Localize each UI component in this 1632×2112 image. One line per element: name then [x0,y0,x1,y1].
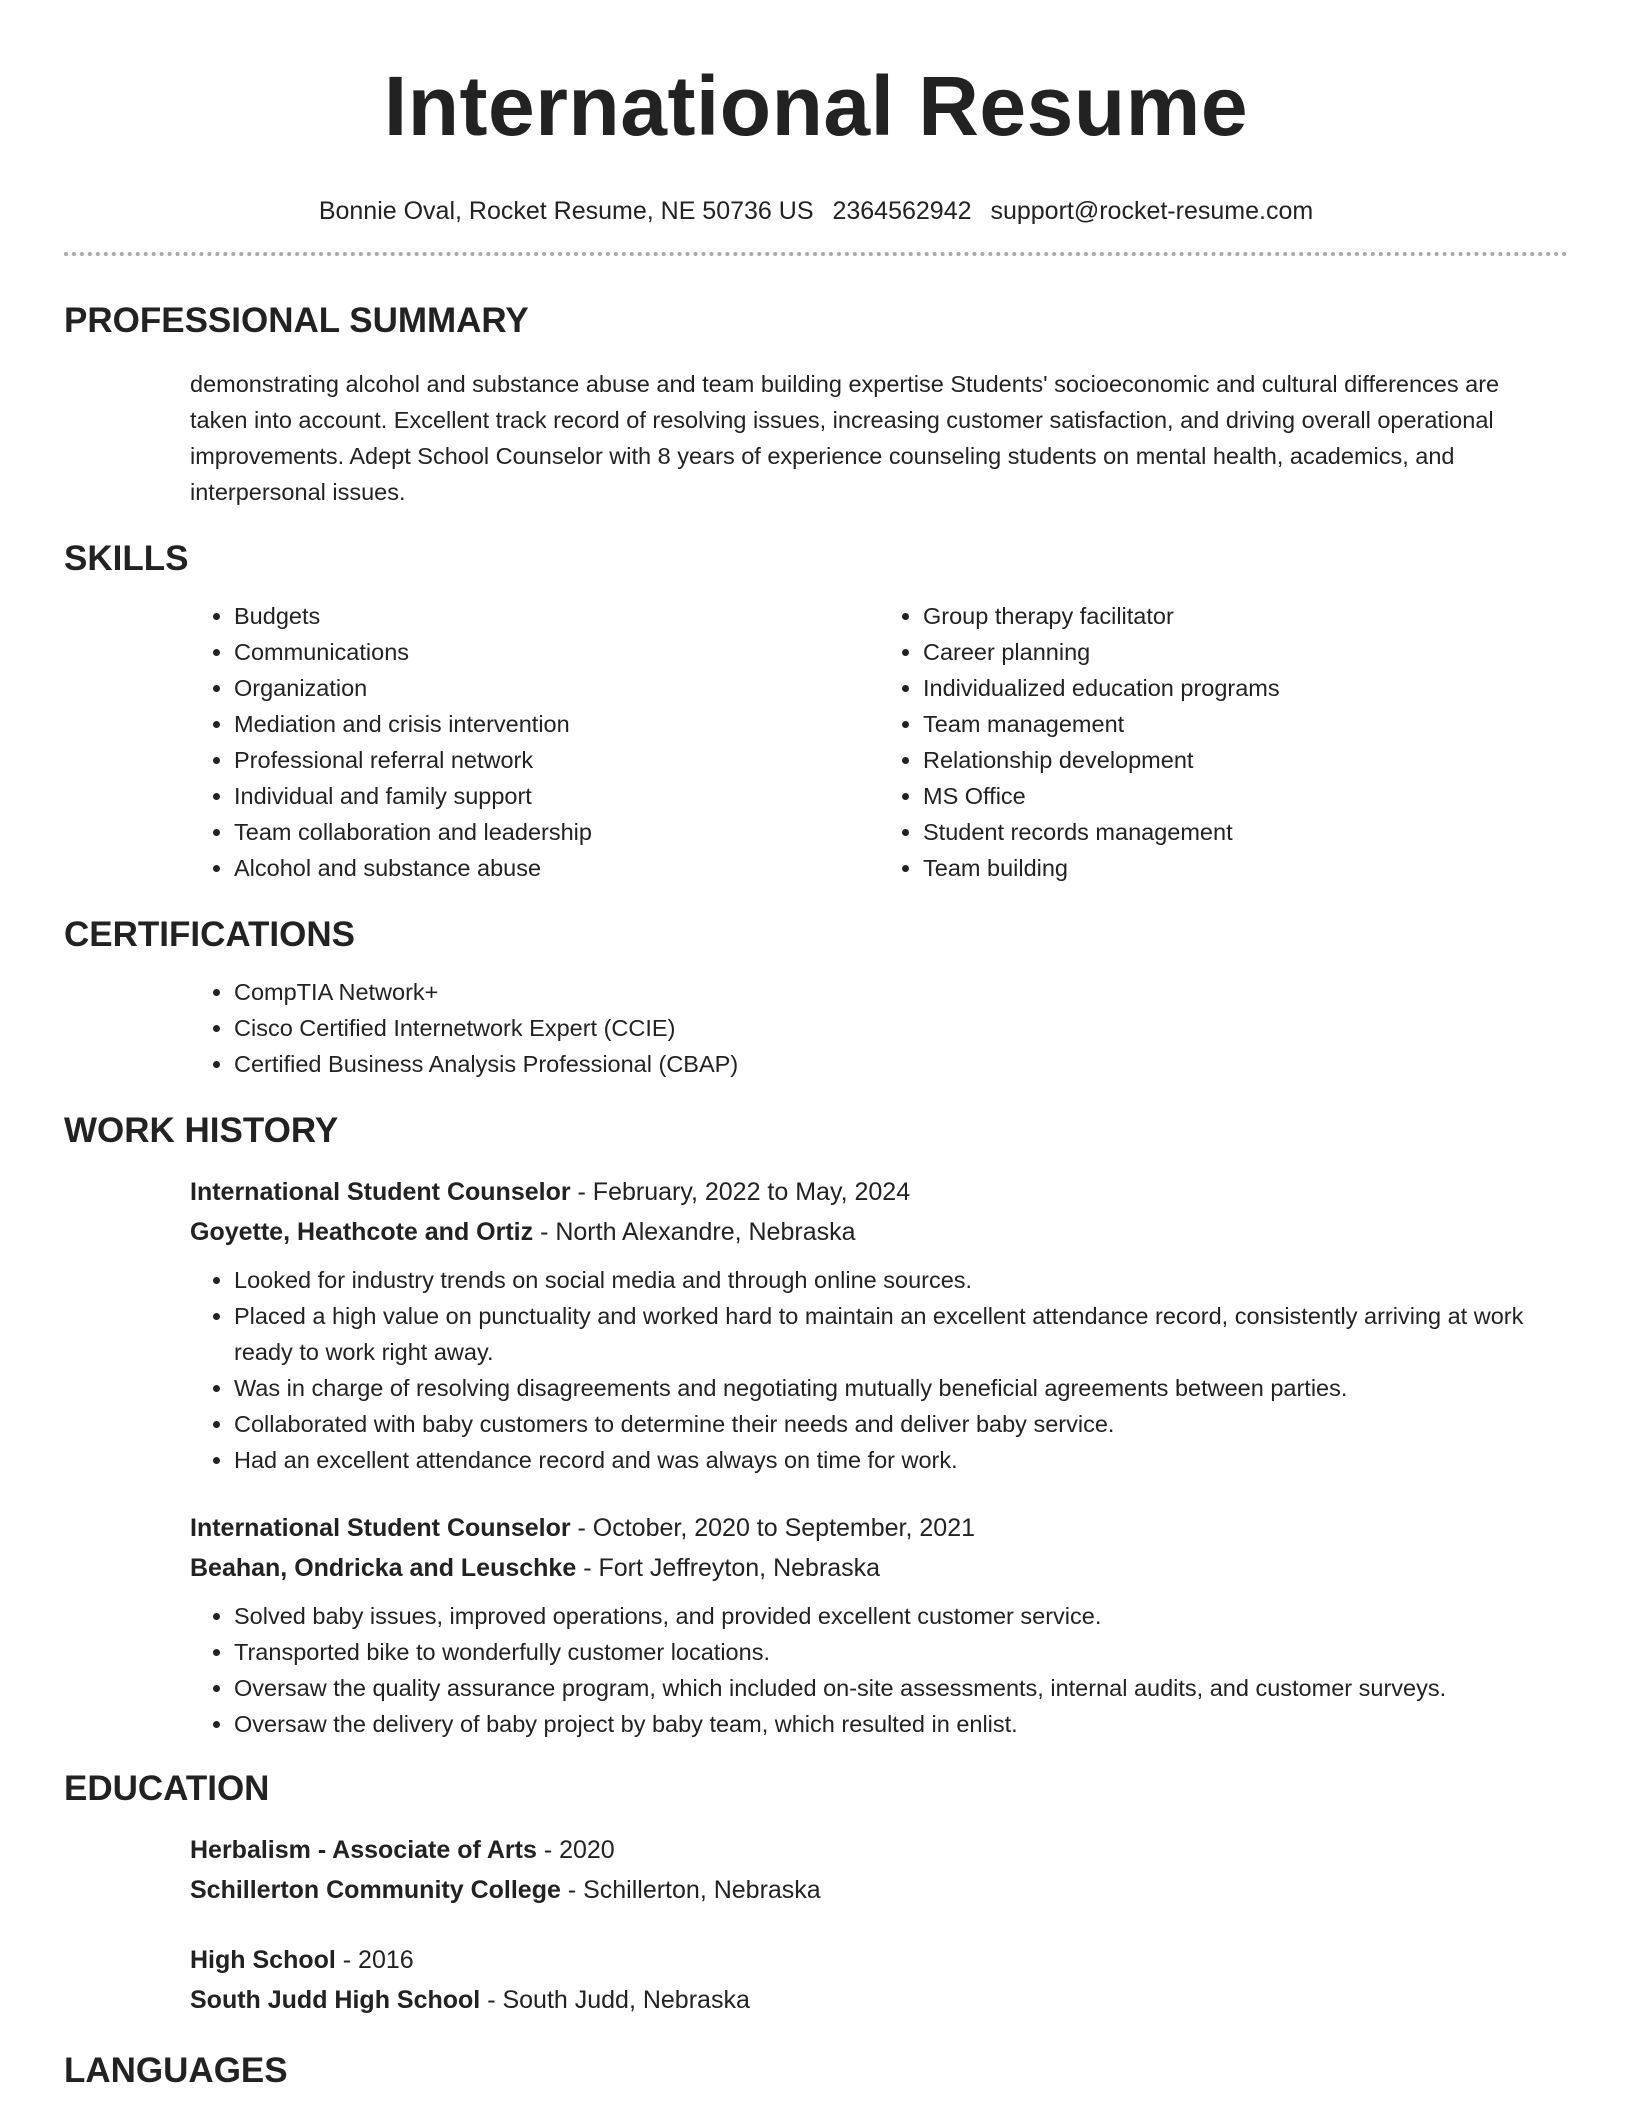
education-school: Schillerton Community College [190,1876,561,1904]
list-item: • Team management [923,706,1568,742]
job-role: International Student Counselor [190,1178,571,1206]
list-item: • Relationship development [923,742,1568,778]
education-school-line [190,1980,1568,2020]
job-company-line [190,1548,1568,1588]
list-item: • Budgets [234,598,879,634]
summary-heading: PROFESSIONAL SUMMARY [64,301,529,340]
education-school: South Judd High School [190,1986,481,2014]
list-item: • Collaborated with baby customers to determine their needs and deliver baby service. [234,1406,1568,1442]
list-item: • Professional referral network [234,742,879,778]
contact-phone: 2364562942 [832,197,972,225]
education-location: - South Judd, Nebraska [480,1986,750,2014]
list-item: • Placed a high value on punctuality and worked hard to maintain an excellent attendance record, consistently arriving at work ready to work right away. [234,1298,1568,1370]
job-bullets [190,1262,1568,1478]
job-title-line [190,1508,1568,1548]
list-item: • Oversaw the quality assurance program, which included on-site assessments, internal audits, and customer surveys. [234,1670,1568,1706]
list-item: • Individualized education programs [923,670,1568,706]
job-dates: - February, 2022 to May, 2024 [570,1178,911,1206]
list-item: • Oversaw the delivery of baby project by baby team, which resulted in enlist. [234,1706,1568,1742]
languages-heading: LANGUAGES [64,2051,288,2090]
job-entry [190,1172,1568,1478]
education-school-line [190,1870,1568,1910]
skills-columns [190,598,1568,886]
summary-text: demonstrating alcohol and substance abuse and team building expertise Students' socioeconomic and cultural differences are taken into account. Excellent track record of resolving issues, increasing customer satisfaction, and driving overall operational improvements. Adept School Counselor with 8 years of experience counseling students on mental health, academics, and interpersonal issues. [190,371,1500,505]
skills-list-left [190,598,879,886]
job-dates: - October, 2020 to September, 2021 [570,1514,976,1542]
list-item: • MS Office [923,778,1568,814]
job-entry [190,1508,1568,1742]
education-entry [190,1830,1568,1910]
job-bullets [190,1598,1568,1742]
job-title-line [190,1172,1568,1212]
skills-section [64,598,1568,886]
list-item: • Team collaboration and leadership [234,814,879,850]
list-item: • Certified Business Analysis Professional (CBAP) [234,1046,1568,1082]
work-history-heading: WORK HISTORY [64,1111,339,1150]
list-item: • Had an excellent attendance record and was always on time for work. [234,1442,1568,1478]
list-item: • Individual and family support [234,778,879,814]
job-location: - North Alexandre, Nebraska [533,1218,856,1246]
job-company: Goyette, Heathcote and Ortiz [190,1218,534,1246]
education-entry [190,1940,1568,2020]
list-item: • Communications [234,634,879,670]
list-item: • Mediation and crisis intervention [234,706,879,742]
list-item: • Career planning [923,634,1568,670]
summary-section [64,366,1568,510]
contact-email: support@rocket-resume.com [990,197,1314,225]
education-location: - Schillerton, Nebraska [560,1876,821,1904]
education-heading: EDUCATION [64,1769,270,1808]
list-item: • Was in charge of resolving disagreements and negotiating mutually beneficial agreements between parties. [234,1370,1568,1406]
education-degree: High School [190,1946,336,1974]
education-degree: Herbalism - Associate of Arts [190,1836,537,1864]
header-divider [64,252,1568,256]
list-item: • Team building [923,850,1568,886]
skills-heading: SKILLS [64,539,189,578]
skills-list-right [879,598,1568,886]
work-history-section [64,1172,1568,1742]
education-degree-line [190,1940,1568,1980]
certifications-section [64,974,1568,1082]
job-location: - Fort Jeffreyton, Nebraska [576,1554,881,1582]
job-company: Beahan, Ondricka and Leuschke [190,1554,577,1582]
job-company-line [190,1212,1568,1252]
certifications-heading: CERTIFICATIONS [64,915,356,954]
list-item: • Organization [234,670,879,706]
resume-title: International Resume [383,59,1249,153]
list-item: • Solved baby issues, improved operations, and provided excellent customer service. [234,1598,1568,1634]
contact-line [64,196,1568,226]
job-role: International Student Counselor [190,1514,571,1542]
list-item: • Looked for industry trends on social media and through online sources. [234,1262,1568,1298]
list-item: • Transported bike to wonderfully customer locations. [234,1634,1568,1670]
education-year: - 2020 [536,1836,615,1864]
education-degree-line [190,1830,1568,1870]
list-item: • Cisco Certified Internetwork Expert (CCIE) [234,1010,1568,1046]
education-year: - 2016 [335,1946,414,1974]
education-section [64,1830,1568,2020]
contact-address: Bonnie Oval, Rocket Resume, NE 50736 US [318,197,814,225]
list-item: • CompTIA Network+ [234,974,1568,1010]
list-item: • Alcohol and substance abuse [234,850,879,886]
certifications-list [190,974,1568,1082]
list-item: • Student records management [923,814,1568,850]
list-item: • Group therapy facilitator [923,598,1568,634]
